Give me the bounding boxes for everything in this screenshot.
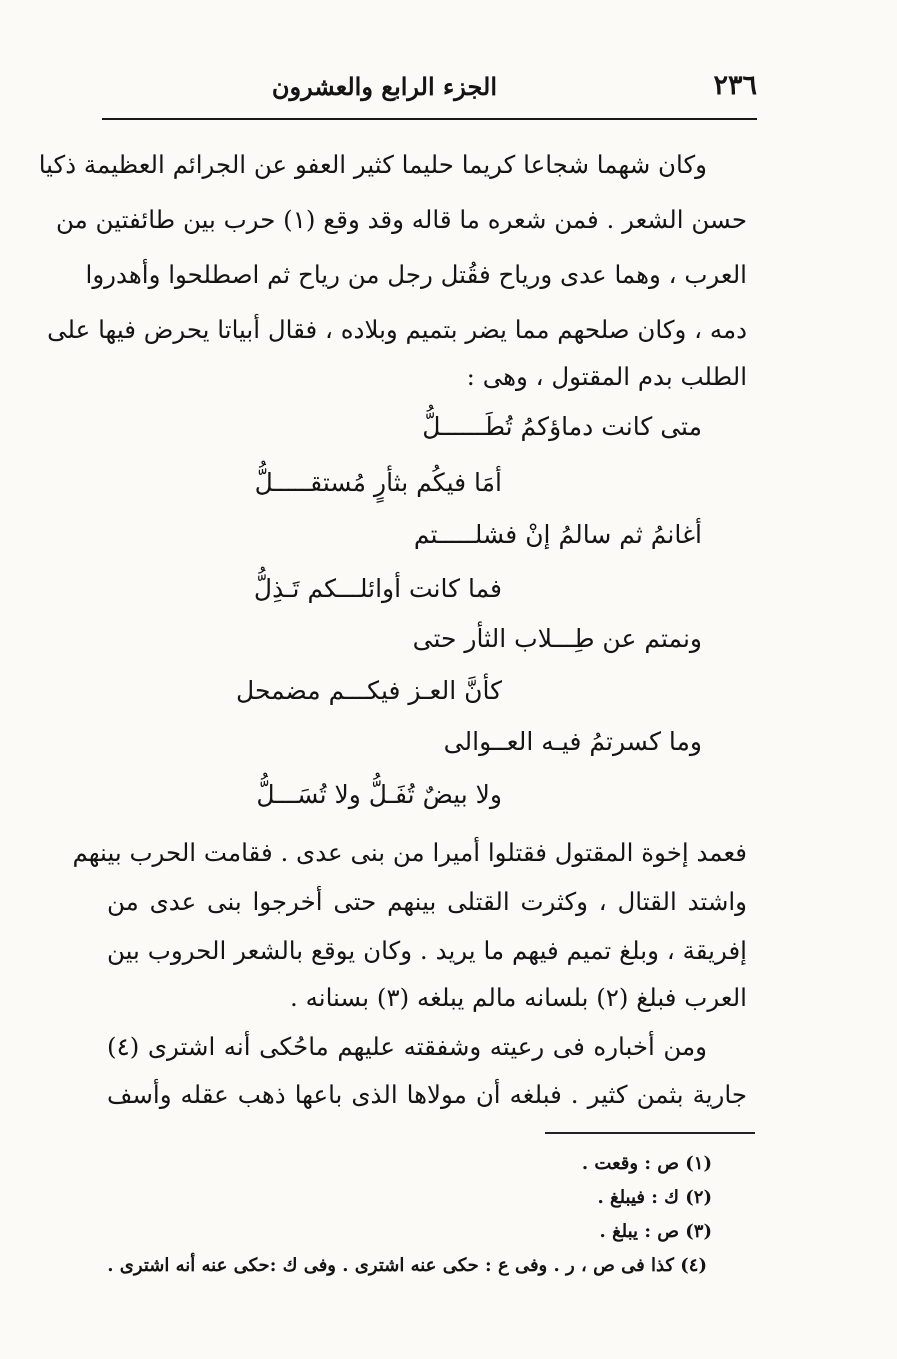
verse-hemistich: ولا بيضٌ تُفَـلُّ ولا تُسَـــلُّ	[256, 780, 502, 809]
verse-hemistich: أغانمُ ثم سالمُ إنْ فشلـــــتم	[413, 520, 702, 549]
body-line: إفريقة ، وبلغ تميم فيهم ما يريد . وكان يوقع بالشعر الحروب بين	[107, 936, 747, 965]
footnote: (٤) كذا فى ص ، ر . وفى ع : حكى عنه اشترى . وفى ك :حكى عنه أنه اشترى .	[107, 1255, 707, 1276]
verse-hemistich: وما كسرتمُ فيـه العــوالى	[443, 727, 702, 756]
body-line: فعمد إخوة المقتول فقتلوا أميرا من بنى عدى . فقامت الحرب بينهم	[72, 838, 747, 867]
body-line: وكان شهما شجاعا كريما حليما كثير العفو عن الجرائم العظيمة ذكيا	[38, 150, 707, 179]
body-line: واشتد القتال ، وكثرت القتلى بينهم حتى أخرجوا بنى عدى من	[107, 887, 747, 916]
page-number: ٢٣٦	[713, 70, 757, 101]
page-header	[110, 70, 757, 106]
body-line: العرب فبلغ (٢) بلسانه مالم يبلغه (٣) بسنانه .	[290, 983, 747, 1012]
verse-hemistich: ونمتم عن طِـــلاب الثأر حتى	[412, 624, 702, 653]
body-line: حسن الشعر . فمن شعره ما قاله وقد وقع (١) حرب بين طائفتين من	[56, 205, 747, 234]
footnote: (٢) ك : فيبلغ .	[597, 1187, 712, 1208]
body-line: ومن أخباره فى رعيته وشفقته عليهم ماحُكى أنه اشترى (٤)	[107, 1032, 707, 1061]
verse-hemistich: متى كانت دماؤكمُ تُطَــــــلُّ	[422, 412, 702, 441]
footnote: (١) ص : وقعت .	[581, 1153, 712, 1174]
footnote-rule	[545, 1132, 755, 1134]
footnote: (٣) ص : يبلغ .	[599, 1221, 712, 1242]
verse-hemistich: فما كانت أوائلـــكم تَـذِلُّ	[253, 574, 502, 603]
body-line: العرب ، وهما عدى ورياح فقُتل رجل من رياح ثم اصطلحوا وأهدروا	[85, 260, 747, 289]
verse-hemistich: كأنَّ العـز فيكـــم مضمحل	[236, 676, 502, 705]
body-line: جارية بثمن كثير . فبلغه أن مولاها الذى باعها ذهب عقله وأسف	[107, 1080, 747, 1109]
body-line: الطلب بدم المقتول ، وهى :	[466, 362, 747, 391]
body-line: دمه ، وكان صلحهم مما يضر بتميم وبلاده ، فقال أبياتا يحرض فيها على	[47, 315, 747, 344]
running-title: الجزء الرابع والعشرون	[271, 72, 497, 101]
verse-hemistich: أمَا فيكُم بثأرٍ مُستقـــــلُّ	[254, 468, 502, 497]
header-rule	[102, 118, 757, 120]
